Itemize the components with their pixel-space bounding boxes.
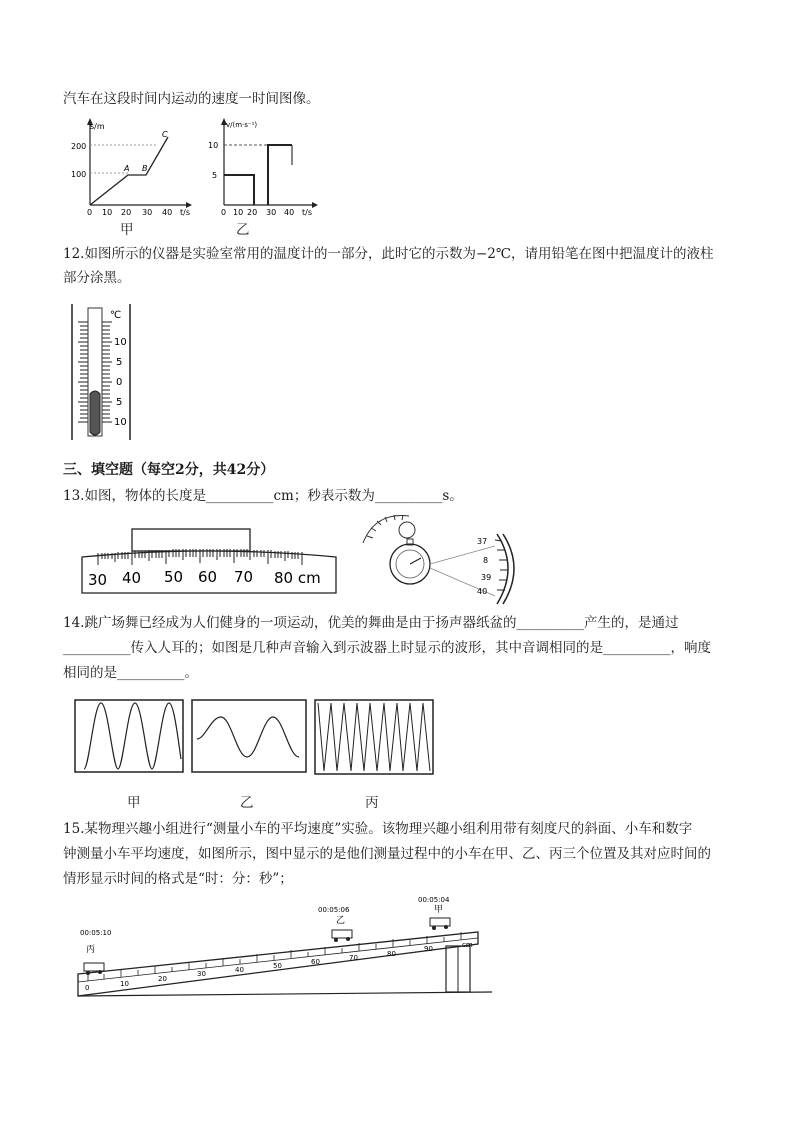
thermometer-scale: 5 (116, 357, 123, 368)
scale-label: 80 (387, 950, 396, 958)
cart-jia (418, 896, 450, 930)
st-ylabel: s/m (90, 122, 105, 131)
measured-object (132, 529, 250, 551)
stopwatch-label: 40 (477, 587, 488, 596)
thermometer-scale: 10 (114, 417, 127, 428)
scale-label: 30 (197, 970, 206, 978)
wave-caption-yi: 乙 (240, 795, 254, 811)
ruler-label: 50 (164, 568, 184, 586)
vt-graph (202, 115, 322, 220)
cart-bing-label: 丙 (86, 945, 96, 955)
clock-bing: 00:05:10 (80, 929, 112, 937)
q13-text: 13.如图，物体的长度是__________cm；秒表示数为__________s。 (63, 488, 463, 504)
cart-yi-label: 乙 (336, 916, 346, 926)
ruler-label: 30 (88, 571, 108, 589)
stopwatch-label: 8 (483, 556, 489, 565)
section-heading: 三、填空题（每空2分，共42分） (63, 462, 275, 478)
q15-text-line1: 15.某物理兴趣小组进行“测量小车的平均速度”实验。该物理兴趣小组利用带有刻度尺的斜面、小车和数字 (63, 821, 693, 837)
vt-ytick: 5 (212, 171, 218, 180)
st-xtick: 30 (142, 208, 153, 217)
q15-text-line3: 情形显示时间的格式是“时：分：秒”； (63, 871, 293, 887)
scale-label: cm (462, 941, 473, 949)
table-surface (78, 992, 492, 996)
st-graph (68, 115, 198, 220)
ruler-label: 40 (122, 569, 142, 587)
thermometer-scale: 0 (116, 377, 123, 388)
vt-xtick: 20 (247, 208, 258, 217)
stopwatch-figure (355, 508, 520, 608)
scale-label: 20 (158, 975, 167, 983)
ruler-figure (78, 527, 340, 599)
st-ytick: 200 (71, 142, 87, 151)
scale-label: 0 (85, 984, 90, 992)
vt-xtick: 10 (233, 208, 244, 217)
caption-jia: 甲 (120, 222, 134, 238)
scale-label: 60 (311, 958, 320, 966)
incline-figure (72, 890, 497, 1008)
scale-label: 40 (235, 966, 244, 974)
ruler-label: 60 (198, 568, 218, 586)
q14-text-line1: 14.跳广场舞已经成为人们健身的一项运动，优美的舞曲是由于扬声器纸盆的__________产生的，是通过 (63, 615, 679, 631)
liquid-bulb (90, 391, 100, 435)
cart-yi (318, 906, 352, 942)
ruler-label: 70 (234, 568, 254, 586)
point-a: A (124, 164, 130, 173)
thermometer-unit: ℃ (110, 310, 122, 321)
st-xtick: 20 (121, 208, 132, 217)
waveform-bing (314, 699, 434, 775)
q11-intro: 汽车在这段时间内运动的速度一时间图像。 (63, 91, 320, 107)
scale-label: 70 (349, 954, 358, 962)
stopwatch-label: 39 (481, 573, 492, 582)
caption-yi: 乙 (236, 222, 250, 238)
cart-bing (80, 929, 111, 975)
ruler-label: 80 cm (274, 569, 321, 587)
cart-jia-label: 甲 (434, 905, 444, 915)
scale-label: 10 (120, 980, 129, 988)
thermometer-scale: 10 (114, 337, 127, 348)
vt-xlabel: t/s (302, 208, 312, 217)
clock-yi: 00:05:06 (318, 906, 350, 914)
waveform-jia (74, 699, 184, 773)
st-xtick: 0 (87, 208, 93, 217)
thermometer-scale: 5 (116, 397, 123, 408)
waveform-yi (191, 699, 307, 773)
vt-xtick: 40 (284, 208, 295, 217)
wave-caption-bing: 丙 (365, 795, 379, 811)
vt-xtick: 0 (221, 208, 227, 217)
q12-text-line2: 部分涂黑。 (63, 270, 131, 286)
thermometer-figure (66, 302, 138, 442)
point-c: C (162, 130, 168, 139)
st-ytick: 100 (71, 170, 87, 179)
q14-text-line2: __________传入人耳的；如图是几种声音输入到示波器上时显示的波形，其中音调相同的是__________，响度 (63, 640, 711, 656)
scale-label: 50 (273, 962, 282, 970)
st-xtick: 10 (102, 208, 113, 217)
q15-text-line2: 钟测量小车平均速度，如图所示，图中显示的是他们测量过程中的小车在甲、乙、丙三个位置及其对应时间的 (63, 846, 711, 862)
vt-ytick: 10 (208, 141, 219, 150)
q14-text-line3: 相同的是__________。 (63, 665, 198, 681)
vt-ylabel: v/(m·s⁻¹) (226, 121, 258, 129)
wave-caption-jia: 甲 (127, 795, 141, 811)
stopwatch-label: 37 (477, 537, 488, 546)
point-b: B (142, 164, 148, 173)
scale-label: 90 (424, 945, 433, 953)
q12-text-line1: 12.如图所示的仪器是实验室常用的温度计的一部分，此时它的示数为−2℃，请用铅笔在图中把温度计的液柱 (63, 246, 714, 262)
st-xlabel: t/s (180, 208, 190, 217)
vt-xtick: 30 (266, 208, 277, 217)
st-xtick: 40 (162, 208, 173, 217)
clock-jia: 00:05:04 (418, 896, 450, 904)
